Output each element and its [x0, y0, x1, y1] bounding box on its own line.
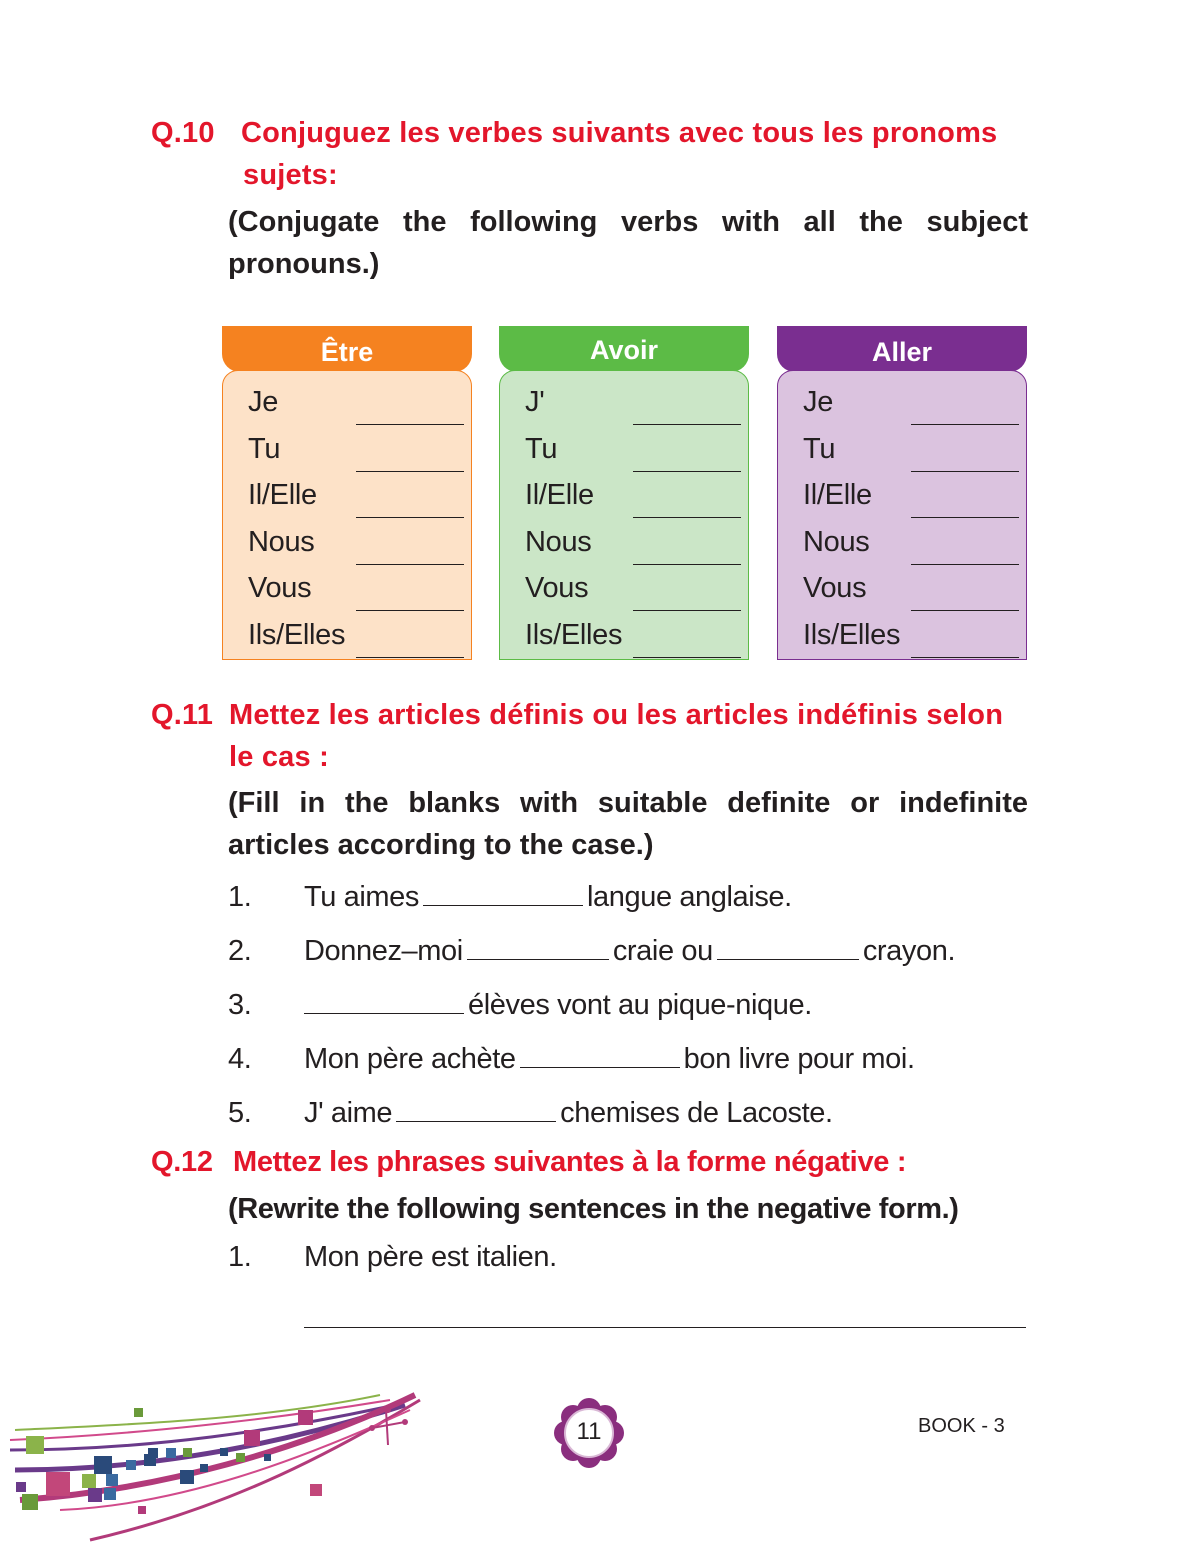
pronoun-label: Il/Elle — [803, 479, 872, 511]
item-text: Donnez–moi — [304, 935, 463, 967]
answer-blank[interactable] — [467, 933, 609, 960]
answer-blank[interactable] — [304, 987, 464, 1014]
q11-instruction-line1: (Fill in the blanks with suitable definite or indefinite — [228, 787, 1028, 819]
answer-blank[interactable] — [356, 610, 464, 611]
pronoun-label: Nous — [525, 525, 592, 558]
answer-blank[interactable] — [356, 471, 464, 472]
answer-blank[interactable] — [911, 517, 1019, 518]
book-label: BOOK - 3 — [918, 1415, 1005, 1437]
item-text: craie ou — [612, 935, 713, 967]
pronoun-label: Tu — [248, 432, 281, 465]
item-text: bon livre pour moi. — [683, 1043, 915, 1075]
q10-instruction — [228, 201, 1028, 285]
answer-blank[interactable] — [911, 564, 1019, 565]
list-item — [228, 1237, 1048, 1277]
conjugation-row — [803, 572, 1021, 618]
q10-title-line2: sujets: — [243, 159, 338, 191]
answer-blank[interactable] — [911, 424, 1019, 425]
page-number-badge — [554, 1398, 624, 1468]
item-text: élèves vont au pique-nique. — [468, 989, 812, 1021]
decorative-wave — [0, 1390, 430, 1550]
list-item — [228, 877, 1048, 917]
answer-blank[interactable] — [396, 1095, 556, 1122]
q12-title: Mettez les phrases suivantes à la forme négative : — [233, 1146, 907, 1178]
pronoun-label: J' — [525, 386, 545, 418]
conjugation-row — [248, 433, 466, 479]
pronoun-label: Ils/Elles — [803, 618, 901, 651]
conjugation-row — [525, 479, 743, 525]
q10-instruction-line1: (Conjugate the following verbs with all the subject — [228, 206, 1028, 238]
q12-heading — [151, 1141, 1031, 1183]
pronoun-label: Tu — [525, 432, 558, 465]
conjugation-row — [803, 479, 1021, 525]
answer-blank[interactable] — [633, 471, 741, 472]
item-text: crayon. — [862, 935, 956, 967]
answer-blank[interactable] — [633, 564, 741, 565]
list-item — [228, 1039, 1048, 1079]
list-item — [228, 931, 1048, 971]
list-item — [228, 1093, 1048, 1133]
conjugation-row — [248, 572, 466, 618]
answer-blank[interactable] — [356, 424, 464, 425]
conjugation-row — [525, 386, 743, 432]
q10-title-line1: Conjuguez les verbes suivants avec tous les pronoms — [241, 117, 998, 149]
conjugation-row — [248, 479, 466, 525]
answer-blank[interactable] — [520, 1041, 680, 1068]
pronoun-label: Il/Elle — [525, 479, 594, 511]
verb-header: Aller — [777, 326, 1027, 372]
conjugation-row — [525, 526, 743, 572]
item-number: 1. — [228, 1241, 252, 1273]
pronoun-label: Vous — [525, 572, 589, 604]
verb-header: Avoir — [499, 326, 749, 372]
pronoun-label: Il/Elle — [248, 479, 317, 511]
answer-blank[interactable] — [356, 657, 464, 658]
item-number: 2. — [228, 935, 252, 967]
answer-blank[interactable] — [717, 933, 859, 960]
pronoun-label: Vous — [803, 572, 867, 604]
conjugation-row — [248, 619, 466, 665]
conjugation-row — [803, 619, 1021, 665]
q12-instruction: (Rewrite the following sentences in the negative form.) — [228, 1193, 959, 1225]
answer-blank[interactable] — [911, 610, 1019, 611]
item-number: 5. — [228, 1097, 252, 1129]
conjugation-row — [803, 526, 1021, 572]
answer-blank[interactable] — [911, 471, 1019, 472]
item-text: Mon père achète — [304, 1043, 516, 1075]
item-number: 3. — [228, 989, 252, 1021]
conjugation-row — [803, 386, 1021, 432]
conjugation-row — [248, 386, 466, 432]
answer-blank[interactable] — [633, 657, 741, 658]
answer-blank[interactable] — [633, 517, 741, 518]
conjugation-row — [248, 526, 466, 572]
verb-header: Être — [222, 326, 472, 372]
item-number: 4. — [228, 1043, 252, 1075]
item-text: Mon père est italien. — [304, 1241, 557, 1273]
pronoun-label: Ils/Elles — [248, 618, 346, 651]
q11-instruction-line2: articles according to the case.) — [228, 829, 654, 861]
item-text: Tu aimes — [304, 881, 419, 913]
q10-heading — [151, 112, 1031, 196]
list-item — [228, 985, 1048, 1025]
q10-number: Q.10 — [151, 117, 215, 149]
answer-line[interactable] — [304, 1327, 1026, 1328]
q11-instruction — [228, 782, 1028, 866]
page-number: 11 — [576, 1418, 602, 1445]
pronoun-label: Nous — [803, 525, 870, 558]
answer-blank[interactable] — [356, 517, 464, 518]
pronoun-label: Je — [248, 386, 279, 418]
q11-title-line1: Mettez les articles définis ou les articles indéfinis selon — [229, 699, 1004, 731]
pronoun-label: Je — [803, 386, 834, 418]
conjugation-row — [525, 433, 743, 479]
item-number: 1. — [228, 881, 252, 913]
pronoun-label: Nous — [248, 525, 315, 558]
q11-heading — [151, 694, 1031, 778]
q11-number: Q.11 — [151, 699, 214, 731]
answer-blank[interactable] — [633, 610, 741, 611]
pronoun-label: Vous — [248, 572, 312, 604]
pronoun-label: Ils/Elles — [525, 618, 623, 651]
conjugation-row — [525, 572, 743, 618]
item-text: chemises de Lacoste. — [560, 1097, 833, 1129]
answer-blank[interactable] — [911, 657, 1019, 658]
answer-blank[interactable] — [633, 424, 741, 425]
answer-blank[interactable] — [356, 564, 464, 565]
q11-title-line2: le cas : — [229, 741, 329, 773]
q12-number: Q.12 — [151, 1146, 213, 1178]
conjugation-row — [803, 433, 1021, 479]
q10-instruction-line2: pronouns.) — [228, 248, 380, 280]
pronoun-label: Tu — [803, 432, 836, 465]
item-text: J' aime — [304, 1097, 393, 1129]
conjugation-row — [525, 619, 743, 665]
item-text: langue anglaise. — [586, 881, 792, 913]
answer-blank[interactable] — [423, 879, 583, 906]
